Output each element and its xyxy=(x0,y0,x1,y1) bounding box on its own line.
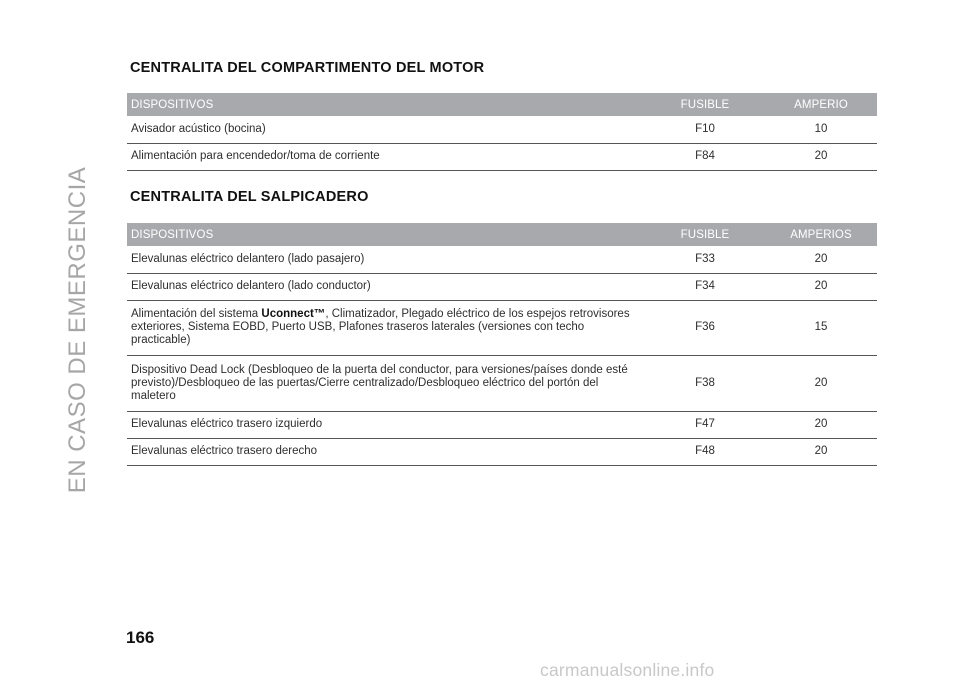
header-amperes: AMPERIOS xyxy=(765,223,877,246)
ampere-cell: 10 xyxy=(765,116,877,143)
table-header-row xyxy=(127,223,877,246)
device-cell: Avisador acústico (bocina) xyxy=(127,116,645,143)
ampere-cell: 20 xyxy=(765,438,877,465)
header-devices: DISPOSITIVOS xyxy=(127,223,645,246)
uconnect-brand: Uconnect™ xyxy=(261,308,326,320)
device-text-post: , Climatizador, Plegado eléctrico de los espejos retrovisores exteriores, Sistema EOBD, Puerto USB, Plafones traseros laterales (versiones con techo practicable) xyxy=(131,308,630,346)
table-row xyxy=(127,438,877,465)
ampere-cell: 15 xyxy=(765,300,877,355)
table-row xyxy=(127,143,877,170)
section-title-dashboard: CENTRALITA DEL SALPICADERO xyxy=(130,189,369,205)
dashboard-fuse-table xyxy=(127,223,877,466)
ampere-cell: 20 xyxy=(765,246,877,273)
table-row xyxy=(127,246,877,273)
engine-fuse-table xyxy=(127,93,877,171)
table-row xyxy=(127,273,877,300)
device-cell: Elevalunas eléctrico trasero izquierdo xyxy=(127,411,645,438)
device-cell: Dispositivo Dead Lock (Desbloqueo de la puerta del conductor, para versiones/países donde esté previsto)/Desbloqueo de las puertas/Cierre centralizado/Desbloqueo eléctrico del portón del maletero xyxy=(127,355,645,411)
chapter-side-title: EN CASO DE EMERGENCIA xyxy=(64,166,91,494)
header-devices: DISPOSITIVOS xyxy=(127,93,645,116)
device-cell: Elevalunas eléctrico trasero derecho xyxy=(127,438,645,465)
ampere-cell: 20 xyxy=(765,355,877,411)
fuse-cell: F47 xyxy=(645,411,765,438)
table-header-row xyxy=(127,93,877,116)
device-cell: Elevalunas eléctrico delantero (lado pasajero) xyxy=(127,246,645,273)
device-cell: Alimentación para encendedor/toma de corriente xyxy=(127,143,645,170)
ampere-cell: 20 xyxy=(765,273,877,300)
page-number: 166 xyxy=(126,628,155,647)
fuse-cell: F36 xyxy=(645,300,765,355)
fuse-cell: F84 xyxy=(645,143,765,170)
fuse-cell: F48 xyxy=(645,438,765,465)
watermark: carmanualsonline.info xyxy=(540,660,715,680)
ampere-cell: 20 xyxy=(765,411,877,438)
fuse-cell: F38 xyxy=(645,355,765,411)
header-ampere: AMPERIO xyxy=(765,93,877,116)
table-row xyxy=(127,300,877,355)
fuse-cell: F33 xyxy=(645,246,765,273)
device-cell: Elevalunas eléctrico delantero (lado conductor) xyxy=(127,273,645,300)
section-title-engine: CENTRALITA DEL COMPARTIMENTO DEL MOTOR xyxy=(130,60,485,76)
device-cell xyxy=(127,300,645,355)
table-row xyxy=(127,411,877,438)
header-fuse: FUSIBLE xyxy=(645,223,765,246)
fuse-cell: F10 xyxy=(645,116,765,143)
table-row xyxy=(127,355,877,411)
ampere-cell: 20 xyxy=(765,143,877,170)
header-fuse: FUSIBLE xyxy=(645,93,765,116)
table-row xyxy=(127,116,877,143)
device-text-pre: Alimentación del sistema xyxy=(131,308,262,320)
fuse-cell: F34 xyxy=(645,273,765,300)
